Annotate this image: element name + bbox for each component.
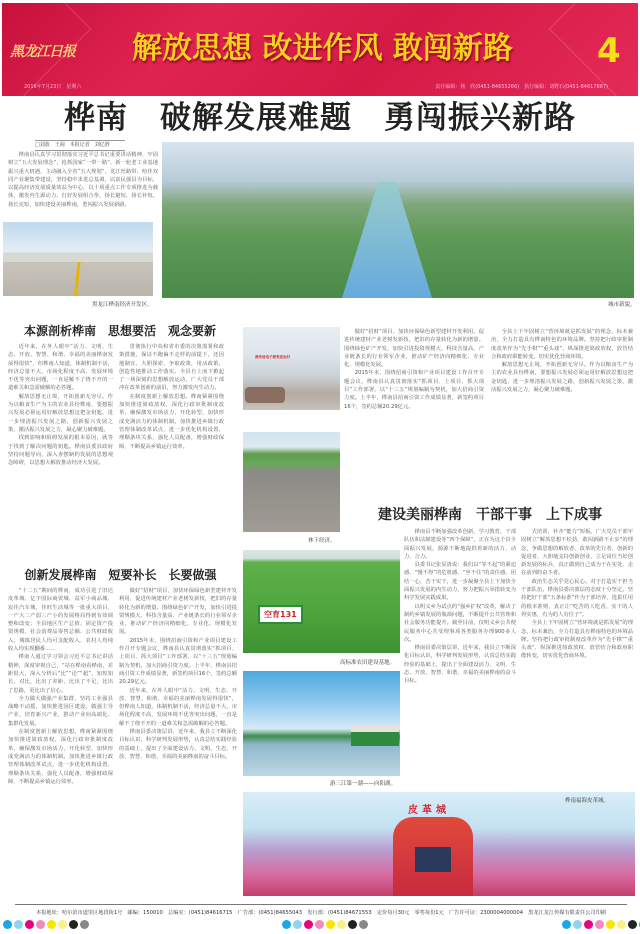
rice-variety-sign: 空育131	[258, 605, 303, 624]
ecommerce-building-photo	[243, 327, 340, 410]
registration-dot	[25, 920, 34, 929]
registration-dot	[58, 920, 67, 929]
bridge-photo	[3, 222, 153, 296]
registration-marks-left	[3, 920, 89, 929]
registration-dot	[562, 920, 571, 929]
lake-caption: 游三江第一湖——向阳湖。	[330, 781, 397, 787]
registration-marks-center	[282, 920, 368, 929]
section-1-column-1: 近年来，在外人眼中“活力、文明、生态、开放、智慧、和谐、幸福的美丽桦南发展得很快”，但桦南人知道，体制机制不活，经济总量不大，市场化程度不高，发展环境不优等突出问题，一直是解不了绕不开的一道难关和急需破解的必答题。 解放思想无止境，开拓创新无穷尽。作为以粮食生产为主的农业县份桦南，要想振兴发展必须运用好解放思想这把金钥匙，进一步理清振兴发展之路，创新振兴发展之策，激活振兴发展之力，凝心聚力破难题。 找到影响和阻碍发展的根本原因，就等于找到了解决问题的钥匙。桦南县委县政府坚持问题导向，深入查摆制约发展的思想观念障碍，以思想大解放推动经济大发展。	[8, 344, 113, 467]
section-2-column-2: 做好“招财”项目，加快环保绿色新型建材开发利用，促进传统建材产业老树发新枝，把旧的存量转化为新的增量。围绕绿色矿产开发，加快引进投资规模大、科技含量高、产业链条长的行业领军企业，推动矿产经济向精细化、专业化、规模化发展。 2015年末，围绕招商引资和产业项目建设工作召开专题会议，桦南县认真贯彻落实“抓项目、上项目、抓大项目”工作部署，以“十三五”规划编制为契机，加大招商引资力度。上半年，桦南县招商引资工作成绩显著，新签约项目16个，签约总额20.29亿元。 近年来，在外人眼中“活力、文明、生态、开放、智慧、和谐、幸福的美丽桦南发展得很快”，但桦南人知道，体制机制不活，经济总量不大，市场化程度不高，发展环境不优等突出问题，一直是解不了绕不开的一道难关和急需破解的必答题。 桦南县委决策层讲，近年来，我县立不断深化目标认识，科学研判发展形势，认真总结实践经验的基础上，提出了全面建设活力、文明、生态、开放、智慧、和谐、幸福的美丽桦南的奋斗目标。	[119, 588, 237, 760]
registration-dot	[337, 920, 346, 929]
registration-dot	[326, 920, 335, 929]
registration-dot	[584, 920, 593, 929]
registration-dot	[293, 920, 302, 929]
byline: □刘波 王阔 本报记者 刘亿胜	[35, 140, 125, 151]
registration-dot	[36, 920, 45, 929]
registration-dot	[628, 920, 637, 929]
ecommerce-sign: 商务局电子商务进农村	[255, 355, 290, 359]
registration-dot	[282, 920, 291, 929]
registration-marks-right	[562, 920, 640, 929]
section-1-column-2: 贯彻执行中央和省市委的决策部署和政策措施，保证不跑偏不走样的前提下，还因地制宜、大胆探索，争取政策，用活政策，创造性地推动工作落实。全县自上而下掀起了一场深刻的思想解放运动，广大党员干部冲在改革创新的前沿，努力激发内生动力。 在制度创新上解放思想。桦南紧紧围绕加快推进简政放权，深化行政审批制度改革，确保激发市场活力，开化转型，加快形成充满活力的体制机制。加快推进乡镇行政管理体制改革试点，进一步优化机构设置，理顺条块关系，强化人员配备，增强财政保障，不断提高乡镇运行效率。	[119, 344, 224, 450]
registration-dot	[3, 920, 12, 929]
lake-photo	[243, 671, 400, 776]
aerial-caption: 城市新貌。	[608, 302, 636, 308]
section-heading-1: 本源剖析桦南 思想要活 观念要新	[23, 324, 216, 338]
masthead-banner	[2, 3, 638, 96]
registration-dot	[606, 920, 615, 929]
section-heading-3: 建设美丽桦南 干部干事 上下成事	[378, 507, 602, 523]
forest-economy-photo	[243, 432, 340, 532]
leather-city-photo	[243, 792, 635, 896]
registration-dot	[304, 920, 313, 929]
intro-text: 桦南县认真学习贯彻落实习近平总书记重要讲话精神，牢固树立“五大发展理念”，抢抓国家“一带一路”、新一轮老工业基地振兴重大机遇，主动融入全省“五大规划”、龙江丝路带、哈佳双同产业聚集带建设，坚持稳中求进总基调，以富民强县为目标，以提高经济发展质量效益为中心，以十项重点工作专项推进为载体，激发内生源动力，打好发展组合拳，扬长避短，扬长补短，扬长克短，加快建设美丽桦南，勇闯振兴发展新路。	[8, 152, 158, 208]
registration-dot	[69, 920, 78, 929]
registration-dot	[315, 920, 324, 929]
section-heading-2: 创新发展桦南 短要补长 长要做强	[24, 568, 217, 582]
section-2-column-1: “十二五”期间的桦南，成功引进了旧达皮革城、亿丰国际商贸城、益军小商品城、宸佳汽车城，佳旺生活城等一批重大项目，一产大二产弱三产小的发展格局得到有效调整和改变；全县地区生产总值、固定资产投资规模、社会消费品零售总额、公共财政收入、城镇居民人均可支配收入、农村人均纯收入均实现翻番…… 桦南人通过学习领会习近平总书记讲话精神，深度审视自己，“站在桦南看桦南，差距很大，深入分析后“比”“论”“超”，知短知长，对比，比出了差距，比出了不足，比出了思路，更比出了信心。 全力做大做强产业集群，坚持工业强县战略不动摇，加快推进园区建设，做强主导产业，培育新兴产业，推动产业向高端化、集群化发展。 在制度创新上解放思想。桦南紧紧围绕加快推进简政放权，深化行政审批制度改革，确保激发市场活力，开化转型，加快形成充满活力的体制机制。加快推进乡镇行政管理体制改革试点，进一步优化机构设置，理顺条块关系，强化人员配备，增强财政保障，不断提高乡镇运行效率。	[8, 588, 113, 785]
section-3-column-2: 式培训，补齐“能力”短板。广大党员干部牢固树立“解放思想不松劲，敢闯新路不止步”的理念，争做思想的解放者、改革的先行者、创新的促进者，大胆地支持创新创业，立足岗位当好创新发展的标兵，真正做到自己成为干在实处、走在前列的奋斗者。 政治生态关乎党心民心。对于打造实干担当干部队伍，桦南县委决策层的态度十分坚定。坚持把好干部“五条标准”作为干部培养、选拔任用的根本准则，真正让“吃苦的人吃香，实干的人得实惠，有为的人有位子”。 全县上下牢固树立“营环境就是抓发展”的理念，标本兼治，全力打造具有桦南特色的环境品牌。坚持把行政审批制度改革作为“先手棋”“重头戏”，纵深推进简政放权、放管结合和政府职能转变，切实优化营商环境。	[521, 529, 633, 660]
leather-city-sign: 皮革城	[408, 805, 450, 816]
section-1-column-3: 做好“招财”项目，加快环保绿色新型建材开发利用，促进传统建材产业老树发新枝，把旧的存量转化为新的增量。围绕绿色矿产开发，加快引进投资规模大、科技含量高、产业链条长的行业领军企业，推动矿产经济向精细化、专业化、规模化发展。 2015年末，围绕招商引资和产业项目建设工作召开专题会议，桦南县认真贯彻落实“抓项目、上项目、抓大项目”工作部署，以“十三五”规划编制为契机，加大招商引资力度。上半年，桦南县招商引资工作成绩显著，新签约项目16个，签约总额20.29亿元。	[344, 329, 484, 410]
registration-dot	[617, 920, 626, 929]
registration-dot	[47, 920, 56, 929]
registration-dot	[14, 920, 23, 929]
section-1-column-4: 全县上下牢固树立“营环境就是抓发展”的理念，标本兼治，全力打造具有桦南特色的环境品牌。坚持把行政审批制度改革作为“先手棋”“重头戏”，纵深推进简政放权、放管结合和政府职能转变，切实优化营商环境。 解放思想无止境，开拓创新无穷尽。作为以粮食生产为主的农业县份桦南，要想振兴发展必须运用好解放思想这把金钥匙，进一步理清振兴发展之路，创新振兴发展之策，激活振兴发展之力，凝心聚力破难题。	[491, 329, 633, 394]
registration-dot	[595, 920, 604, 929]
registration-dot	[359, 920, 368, 929]
forest-caption: 林下经济。	[308, 538, 336, 544]
masthead-slogan: 解放思想 改进作风 敢闯新路	[132, 31, 513, 66]
rice-field-photo	[243, 550, 400, 653]
registration-dot	[348, 920, 357, 929]
registration-dot	[573, 920, 582, 929]
footer-info: 本报地址：哈尔滨市道里区地段街1号 邮编：150010 总编室：(0451)84616715 广告部：(0451)84655043 发行部：(0451)84671553 定价每月30元 零售每份1元 广告许可证：2300004000004 黑龙江龙江传媒有限责任公司印刷	[15, 904, 627, 916]
city-aerial-photo	[162, 142, 634, 298]
page-headline: 桦南 破解发展难题 勇闯振兴新路	[64, 100, 576, 136]
bridge-caption: 黑龙江桦南经济开发区。	[92, 302, 153, 308]
rice-caption: 高标准农田建设基地。	[340, 660, 396, 666]
section-3-column-1: 桦南县不断加强改革创新，学习教育，干部队伍和法制建设等“四个保障”，正在为这个县全面振兴发展，源源不断地提供着新的活力、动力、合力。 县委书记张显清说：我们以“等不起”的紧迫感、“慢不得”的危机感、“坐不住”的责任感，团结一心，苦干实干，进一步凝聚全县上下加快全面振兴发展的内生动力，努力把振兴举措转变为科学发展实践成果。 以明义乡为试点的“强乡扩权”改革，解决了制约乡镇发展的瓶颈问题，不断提升公共管理和社会服务功能提升。截至目前，仅明义乡公共便民服务中心共受理事项各类服务办理900多人次。 桦南县委决策层讲，近年来，我县立不断深化目标认识，科学研判发展形势，认真总结实践经验的基础上，提出了全面建设活力、文明、生态、开放、智慧、和谐、幸福的美丽桦南的奋斗目标。	[404, 529, 516, 685]
page-number: 4	[597, 31, 621, 71]
newspaper-logo: 黑龙江日报	[10, 44, 75, 60]
editor-credits: 责任编辑：杨 欣(0451-84655266) 执行编辑：刘野石(0451-84617887)	[435, 84, 608, 90]
registration-dot	[80, 920, 89, 929]
leather-caption: 桦南福海皮革城。	[565, 798, 610, 804]
issue-date: 2016年7月23日 星期六	[24, 84, 82, 90]
